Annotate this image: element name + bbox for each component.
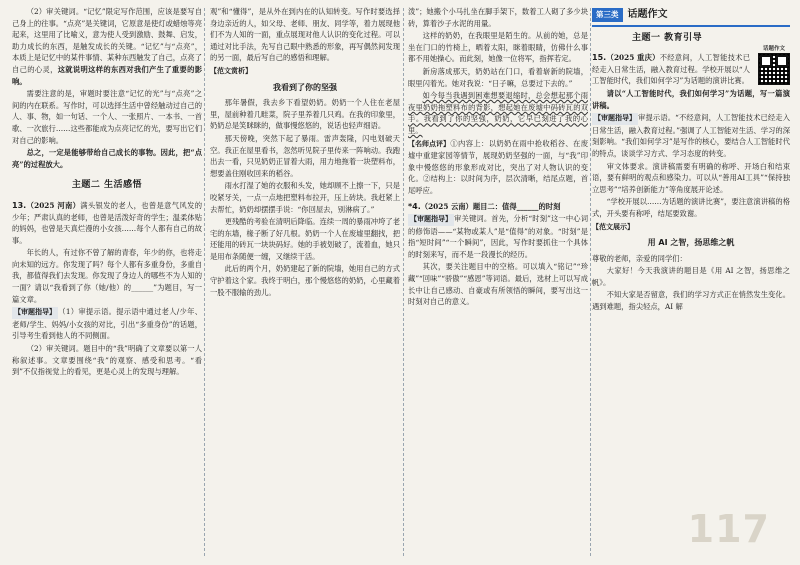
paragraph: 总之，一定是能够带给自己成长的事物。因此，把“点亮”的过程放大。 bbox=[12, 148, 202, 169]
paragraph: 观”和“懂得”，是从外在到内在的认知转变。写作时要选择身边亲近的人，如父母、老师、朋友、同学等，着力展现他们不为人知的一面，重点展现对他人认识的变化过程。可以通过对比手法，先写自己眼中熟悉的形象，再写偶然间发现的另一面，最后写自己的感悟和理解。 bbox=[210, 7, 400, 63]
essay-paragraph: 那年暑假，我去乡下看望奶奶。奶奶一个人住在老屋里，屋前种着几畦菜，院子里养着几只鸡。在我的印象里，奶奶总是笑眯眯的，做事慢悠悠的，说话也轻声细语。 bbox=[210, 98, 400, 131]
essay-paragraph: 更残酷的考验在清明后降临。连续一周的暴雨冲垮了老宅的东墙，椽子断了好几根。奶奶一个人在废墟里翻找，把还能用的砖瓦一块块码好。她的手被划破了，流着血，她只是用布条随便一缠，又继续干活。 bbox=[210, 217, 400, 261]
question-13: 13.（2025 河南）满头银发的老人，也曾是意气风发的少年；严肃认真的老师，也曾是活泼好奇的学生；温柔体贴的妈妈，也曾是天真烂漫的小女孩……每个人都有自己的故事。 bbox=[12, 200, 202, 245]
essay-paragraph: 这样的奶奶，在我眼里是陌生的。从前的她，总是坐在门口的竹椅上，晒着太阳，眯着眼睛，仿佛什么事都不用她操心。而此刻，她像一位将军，指挥若定。 bbox=[408, 31, 588, 64]
category-title: 话题作文 bbox=[627, 9, 668, 20]
essay-paragraph: 那天傍晚，突然下起了暴雨。雷声轰隆，闪电划破天空。我正在屋里看书，忽然听见院子里传来一阵响动。我跑出去一看，只见奶奶正冒着大雨，用力地拖着一块塑料布，想要盖住刚收回来的稻谷。 bbox=[210, 133, 400, 178]
guide-2: （2）审关键词。题目中的“我”明确了文章要以第一人称叙述事。文章要围绕“我”的观察、感受和思考。“看到”不仅指视觉上的看见，更是心灵上的发现与理解。 bbox=[12, 344, 202, 377]
essay-paragraph: 不知大家是否留意，我们的学习方式正在悄然发生变化。遇到难题，指尖轻点，AI 解 bbox=[592, 290, 790, 312]
teacher-comment: 【名师点评】①内容上：以奶奶在雨中抢收稻谷、在废墟中重建家园等情节，展现奶奶坚强的一面，与“我”印象中慢悠悠的形象形成对比，突出了对人物认识的变化。②结构上：以时间为序，层次清晰，结尾点题，首尾呼应。 bbox=[408, 138, 588, 195]
paragraph: 需要注意的是，审题时要注意“记忆的光”与“点亮”之间的内在联系。写作时，可以选择生活中曾经触动过自己的人、事、物，如一句话、一个人、一张照片、一本书、一首歌、一次旅行……这些都能成为点亮记忆的光，要写出它们对自己的影响。 bbox=[12, 89, 202, 145]
guide-1: 【审题指导】 （1）审提示语。提示语中通过老人/少年、老师/学生、妈妈/小女孩的对比，引出“多重身份”的话题，引导考生看到他人的不同侧面。 bbox=[12, 307, 202, 341]
qr-label: 话题作文 bbox=[762, 46, 785, 52]
essay-paragraph: 此后的两个月，奶奶建起了新的院墙，她用自己的方式守护着这个家。我终于明白，那个慢悠悠的奶奶，心里藏着一股不服输的劲儿。 bbox=[210, 264, 400, 297]
essay-paragraph: 新房落成那天，奶奶站在门口，看着崭新的院墙，眼里闪着光。她对我说：“日子嘛，总要过下去的。” bbox=[408, 66, 588, 88]
category-header bbox=[592, 8, 790, 27]
qr-code-icon[interactable] bbox=[758, 53, 790, 85]
question-13-body: 年长的人，有过你不曾了解的青春，年少的你，也将走向未知的远方。你发现了吗？每个人都有多重身份，多重自我，都值得我们去发现。你发现了身边人的哪些不为人知的一面？请以“我看到了你（她/他）的______”为题目，写一篇文章。 bbox=[12, 248, 202, 304]
section-title: 主题一 教育引导 bbox=[632, 32, 703, 43]
question-15: 15.（2025 重庆）不经意间，人工智能技术已经走入日常生活，融入教育过程。学校开展以“人工智能时代，我们如何学习”为话题的演讲比赛。 bbox=[592, 53, 750, 86]
category-chip: 第三类 bbox=[592, 8, 623, 22]
column-divider bbox=[590, 8, 591, 556]
column-3 bbox=[408, 6, 588, 558]
page-number: 117 bbox=[687, 507, 770, 551]
sample-label: 【范文赏析】 bbox=[210, 66, 252, 75]
essay-title: 用 AI 之智，扬思维之帆 bbox=[647, 238, 735, 248]
essay-paragraph: 泼”；她搬个小马扎坐在脚手架下，数着工人砌了多少块砖，算着沙子水泥的用量。 bbox=[408, 7, 588, 28]
paragraph: （2）审关键词。“记忆”限定写作范围，应该是要写自己身上的往事。“点亮”是关键词，它原意是使灯或蜡烛等亮起来，这里用了比喻义，意为使人受到激励、鼓舞、启发，助力成长的东西，是触发成长的关键。“记忆”与“点亮”，本质上是记忆中的某件事情、某种东西触发了自己，点亮了自己的心灵，这就说明这样的东西对我们产生了重要的影响。 bbox=[12, 7, 202, 86]
guide-2: 其次，要关注题目中的空格。可以填入“铭记”“珍藏”“回味”“骄傲”“感恩”等词语。最后，选材上可以写成长中让自己感动、自豪或有所领悟的瞬间，要写出这一时刻对自己的意义。 bbox=[408, 262, 588, 307]
essay-paragraph: 雨水打湿了她的衣服和头发，她却顾不上擦一下，只是咬紧牙关，一点一点地把塑料布拉开，压上砖块。我赶紧上去帮忙，奶奶却摆摆手说：“你回屋去，别淋病了。” bbox=[210, 181, 400, 214]
column-4 bbox=[592, 6, 790, 558]
section-title: 主题二 生活感悟 bbox=[71, 180, 143, 191]
column-divider bbox=[204, 8, 205, 556]
column-2 bbox=[210, 6, 400, 558]
sample-label: 【范文展示】 bbox=[592, 222, 634, 231]
question-4: *4.（2025 云南）题目二：值得______的时刻 bbox=[408, 201, 561, 211]
essay-title: 我看到了你的坚强 bbox=[273, 82, 337, 92]
column-divider bbox=[403, 8, 404, 556]
question-15-body: 请以“人工智能时代，我们如何学习”为话题，写一篇演讲稿。 bbox=[592, 88, 790, 110]
essay-paragraph: 如今每当我遇到困难想要退缩时，总会想起那个雨夜里奶奶拖塑料布的背影，想起她在废墟中码砖瓦的双手。我看到了你的坚强，奶奶，它早已刻进了我的心里。 bbox=[408, 91, 588, 135]
essay-paragraph: 大家好！今天我演讲的题目是《用 AI 之智，扬思维之帆》。 bbox=[592, 266, 790, 287]
qr-code-block[interactable] bbox=[756, 44, 792, 85]
guide-1: 【审题指导】 审关键词。首先，分析“时刻”这一中心词的修饰语——“某物或某人”是“值得”的对象。“时刻”是指“短时间”“一个瞬间”，因此，写作时要抓住一个具体的时刻来写，而不是一段漫长的经历。 bbox=[408, 214, 588, 259]
column-1 bbox=[12, 6, 202, 558]
guide-1: 【审题指导】 审提示语。“不经意间，人工智能技术已经走入日常生活，融入教育过程。”强调了人工智能对生活、学习的深刻影响。“我们如何学习”是写作的核心，要结合人工智能时代的特点，谈谈学习方式、学习态度的转变。 bbox=[592, 113, 790, 158]
guide-3: “学校开展以……为话题的演讲比赛”，要注意演讲稿的格式，开头要有称呼，结尾要致谢。 bbox=[592, 197, 790, 218]
essay-salutation: 尊敬的老师，亲爱的同学们： bbox=[592, 253, 687, 263]
guide-2: 审文体要求。演讲稿需要有明确的称呼、开场白和结束语，要有鲜明的观点和感染力。可以从“善用AI工具”“保持独立思考”“培养创新能力”等角度展开论述。 bbox=[592, 161, 790, 194]
